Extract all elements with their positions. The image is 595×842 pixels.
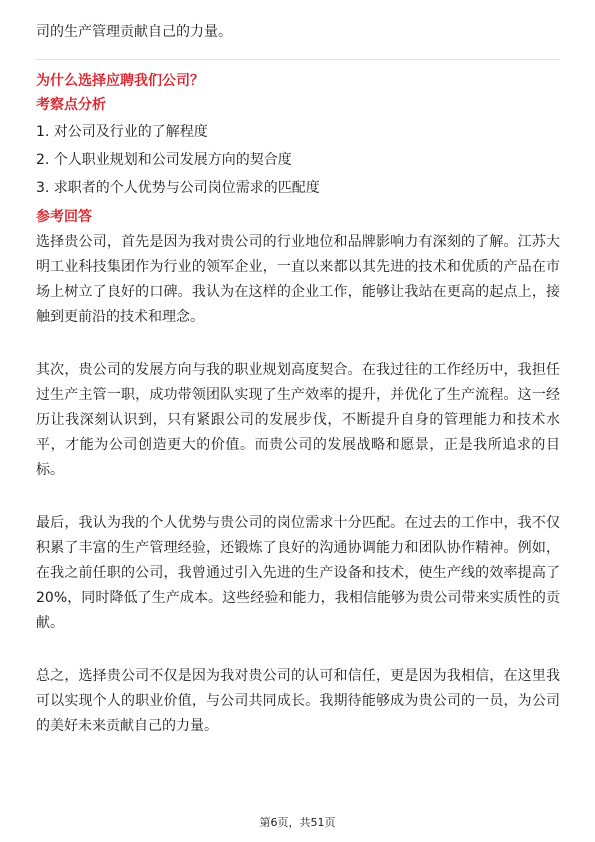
page-content	[36, 20, 560, 739]
paragraph-gap	[36, 330, 560, 358]
answer-paragraph-2: 其次，贵公司的发展方向与我的职业规划高度契合。在我过往的工作经历中，我担任过生产主管一职，成功带领团队实现了生产效率的提升，并优化了生产流程。这一经历让我深刻认识到，只有紧跟公司的发展步伐，不断提升自身的管理能力和技术水平，才能为公司创造更大的价值。而贵公司的发展战略和愿景，正是我所追求的目标。	[36, 362, 560, 478]
paragraph-gap	[36, 483, 560, 511]
list-item: 3. 求职者的个人优势与公司岗位需求的匹配度	[36, 180, 320, 196]
answer-paragraph-1: 选择贵公司，首先是因为我对贵公司的行业地位和品牌影响力有深刻的了解。江苏大明工业科技集团作为行业的领军企业，一直以来都以其先进的技术和优质的产品在市场上树立了良好的口碑。我认为在这样的企业工作，能够让我站在更高的起点上，接触到更前沿的技术和理念。	[36, 234, 560, 325]
page-number: 第6页，共51页	[259, 816, 336, 829]
paragraph-gap	[36, 636, 560, 664]
answer-heading: 参考回答	[36, 209, 92, 225]
continued-paragraph: 司的生产管理贡献自己的力量。	[36, 24, 232, 40]
analysis-list	[36, 118, 560, 202]
list-item: 1. 对公司及行业的了解程度	[36, 124, 208, 140]
answer-paragraph-4: 总之，选择贵公司不仅是因为我对贵公司的认可和信任，更是因为我相信，在这里我可以实现个人的职业价值，与公司共同成长。我期待能够成为贵公司的一员，为公司的美好未来贡献自己的力量。	[36, 668, 560, 734]
interview-question: 为什么选择应聘我们公司？	[36, 73, 204, 89]
analysis-heading: 考察点分析	[36, 97, 106, 113]
answer-paragraph-3: 最后，我认为我的个人优势与贵公司的岗位需求十分匹配。在过去的工作中，我不仅积累了丰富的生产管理经验，还锻炼了良好的沟通协调能力和团队协作精神。例如，在我之前任职的公司，我曾通过引入先进的生产设备和技术，使生产线的效率提高了20%，同时降低了生产成本。这些经验和能力，我相信能够为贵公司带来实质性的贡献。	[36, 515, 560, 631]
section-divider	[36, 59, 560, 60]
list-item: 2. 个人职业规划和公司发展方向的契合度	[36, 152, 292, 168]
